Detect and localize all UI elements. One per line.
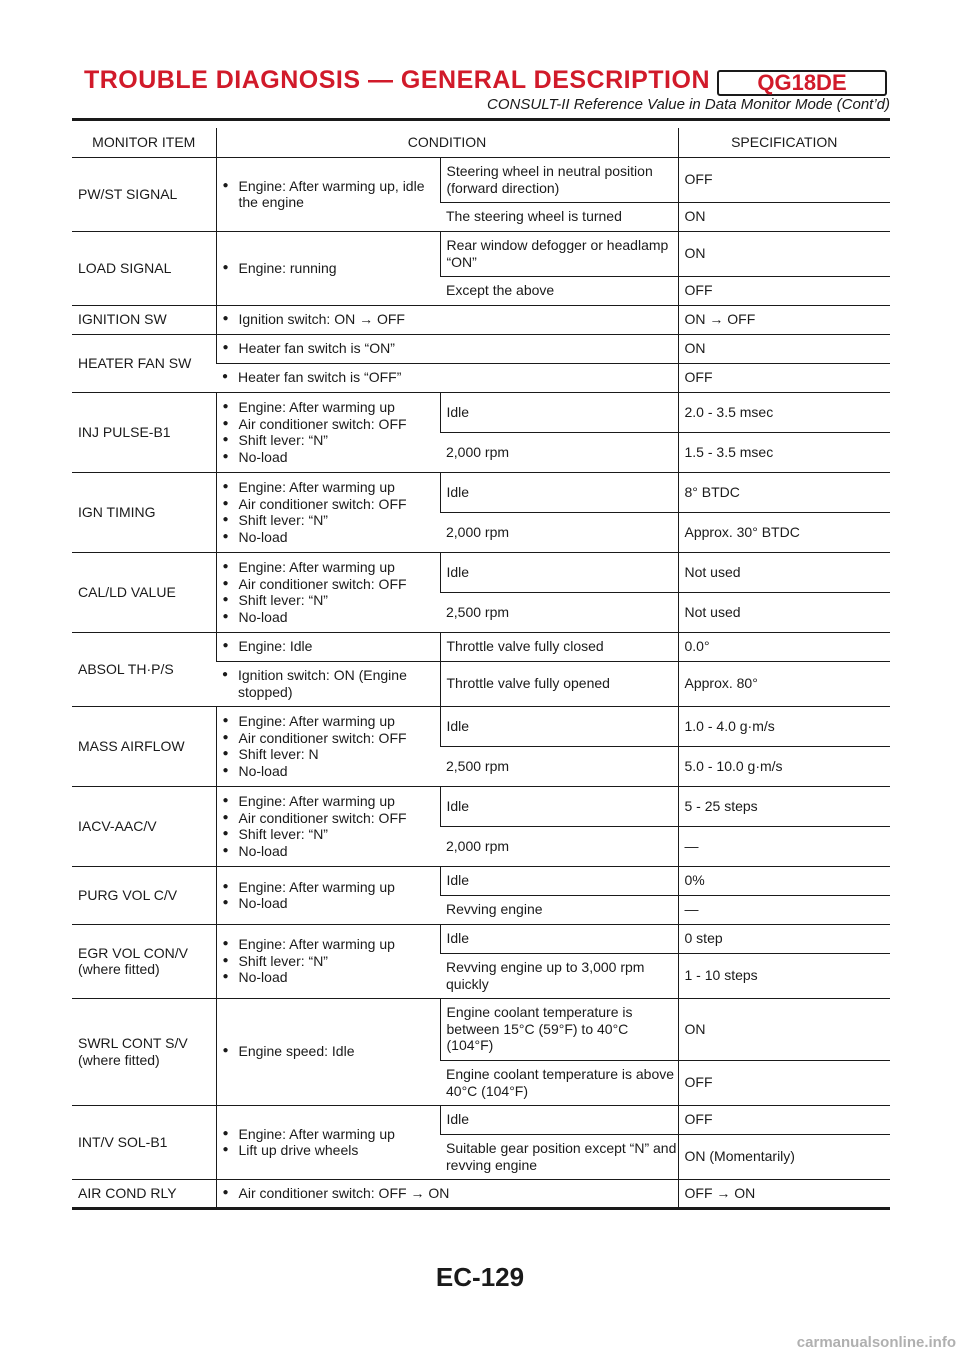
specification: ON (Momentarily) bbox=[678, 1134, 890, 1179]
table-row bbox=[72, 472, 890, 512]
condition-bullet: ● No-load bbox=[223, 449, 440, 466]
specification: OFF bbox=[678, 157, 890, 202]
condition-bullet: ● Ignition switch: ON → OFF bbox=[223, 311, 678, 328]
condition-bullet: ● No-load bbox=[223, 843, 440, 860]
condition-bullet: ● Air conditioner switch: OFF bbox=[223, 576, 440, 593]
condition-bullet: ● Engine: running bbox=[223, 260, 440, 277]
condition-bullet: ● Heater fan switch is “OFF” bbox=[222, 369, 678, 386]
specification: ON → OFF bbox=[678, 305, 890, 334]
sub-condition: Idle bbox=[440, 866, 678, 895]
page-number: EC-129 bbox=[435, 1262, 525, 1292]
condition-bullet: ● Engine: Idle bbox=[223, 638, 440, 655]
specification: 1.0 - 4.0 g·m/s bbox=[678, 706, 890, 746]
condition-bullets bbox=[216, 334, 678, 363]
condition-bullet: ● No-load bbox=[223, 895, 440, 912]
monitor-item: IACV-AAC/V bbox=[72, 786, 216, 866]
condition-bullets bbox=[216, 998, 440, 1105]
condition-bullet: ● Engine: After warming up bbox=[223, 793, 440, 810]
condition-bullets bbox=[216, 661, 440, 706]
condition-bullet: ● Air conditioner switch: OFF bbox=[223, 496, 440, 513]
sub-condition: Idle bbox=[440, 392, 678, 432]
monitor-item bbox=[72, 998, 216, 1105]
specification: OFF bbox=[678, 1105, 890, 1134]
sub-condition: Idle bbox=[440, 472, 678, 512]
monitor-item: MASS AIRFLOW bbox=[72, 706, 216, 786]
specification: 0.0° bbox=[678, 632, 890, 661]
header-rule bbox=[72, 118, 890, 121]
condition-bullets bbox=[216, 866, 440, 924]
sub-condition: Rear window defogger or headlamp “ON” bbox=[440, 231, 678, 276]
specification: OFF bbox=[678, 276, 890, 305]
specification: Not used bbox=[678, 552, 890, 592]
condition-bullets bbox=[216, 924, 440, 998]
monitor-item-name: SWRL CONT S/V bbox=[78, 1035, 188, 1051]
condition-bullet: ● No-load bbox=[223, 763, 440, 780]
condition-bullets bbox=[216, 786, 440, 866]
reference-value-table bbox=[72, 128, 890, 1210]
specification: — bbox=[678, 826, 890, 866]
condition-bullet: ● Engine: After warming up bbox=[223, 399, 440, 416]
column-header-monitor-item: MONITOR ITEM bbox=[92, 134, 196, 150]
condition-bullet: ● Air conditioner switch: OFF bbox=[223, 730, 440, 747]
monitor-item-name: EGR VOL CON/V bbox=[78, 944, 188, 961]
condition-bullets bbox=[216, 552, 440, 632]
page-header bbox=[0, 0, 960, 130]
monitor-item: CAL/LD VALUE bbox=[72, 552, 216, 632]
sub-condition: 2,000 rpm bbox=[440, 432, 678, 472]
condition-bullet: ● Ignition switch: ON (Engine stopped) bbox=[222, 667, 440, 700]
condition-bullet: ● Engine: After warming up bbox=[223, 559, 440, 576]
monitor-item: ABSOL TH·P/S bbox=[72, 632, 216, 706]
specification: 8° BTDC bbox=[678, 472, 890, 512]
condition-bullet: ● Engine: After warming up, idle the engine bbox=[223, 178, 440, 211]
table-header-row bbox=[72, 128, 890, 157]
condition-bullets bbox=[216, 157, 440, 231]
monitor-item-note: (where fitted) bbox=[78, 961, 160, 977]
condition-bullet: ● No-load bbox=[223, 969, 440, 986]
condition-bullets bbox=[216, 1179, 678, 1208]
condition-bullets bbox=[216, 1105, 440, 1179]
specification: ON bbox=[678, 202, 890, 231]
specification: 2.0 - 3.5 msec bbox=[678, 392, 890, 432]
condition-bullet: ● Engine speed: Idle bbox=[223, 1043, 440, 1060]
table-row bbox=[72, 1105, 890, 1134]
sub-condition: The steering wheel is turned bbox=[440, 202, 678, 231]
watermark: carmanualsonline.info bbox=[796, 1334, 956, 1351]
condition-bullet: ● Engine: After warming up bbox=[223, 879, 440, 896]
condition-bullet: ● Air conditioner switch: OFF → ON bbox=[223, 1185, 678, 1202]
sub-condition: Suitable gear position except “N” and revving engine bbox=[440, 1134, 678, 1179]
condition-bullet: ● Lift up drive wheels bbox=[223, 1142, 440, 1159]
specification: 5 - 25 steps bbox=[678, 786, 890, 826]
condition-bullet: ● Shift lever: N bbox=[223, 746, 440, 763]
table-row bbox=[72, 392, 890, 432]
engine-code-badge: QG18DE bbox=[717, 70, 887, 96]
sub-condition: 2,500 rpm bbox=[440, 746, 678, 786]
specification: — bbox=[678, 895, 890, 924]
condition-bullet: ● Engine: After warming up bbox=[223, 713, 440, 730]
monitor-item-note: (where fitted) bbox=[78, 1051, 160, 1068]
sub-condition: Engine coolant temperature is between 15°C (59°F) to 40°C (104°F) bbox=[440, 998, 678, 1060]
specification: OFF bbox=[678, 1060, 890, 1105]
specification: 0% bbox=[678, 866, 890, 895]
condition-bullets bbox=[216, 305, 678, 334]
sub-condition: Idle bbox=[440, 552, 678, 592]
condition-bullets bbox=[216, 632, 440, 661]
monitor-item: LOAD SIGNAL bbox=[72, 231, 216, 305]
table-row bbox=[72, 866, 890, 895]
sub-condition: Revving engine bbox=[440, 895, 678, 924]
table-row bbox=[72, 231, 890, 276]
condition-bullet: ● Engine: After warming up bbox=[223, 936, 440, 953]
specification: ON bbox=[678, 334, 890, 363]
monitor-item: AIR COND RLY bbox=[72, 1179, 216, 1208]
condition-bullet: ● Engine: After warming up bbox=[223, 479, 440, 496]
condition-bullet: ● Shift lever: “N” bbox=[223, 592, 440, 609]
monitor-item bbox=[72, 924, 216, 998]
specification: Approx. 30° BTDC bbox=[678, 512, 890, 552]
sub-condition: Except the above bbox=[440, 276, 678, 305]
sub-condition: 2,000 rpm bbox=[440, 826, 678, 866]
table-row bbox=[72, 552, 890, 592]
table-row bbox=[72, 998, 890, 1060]
condition-bullet: ● Air conditioner switch: OFF bbox=[223, 416, 440, 433]
sub-condition: 2,500 rpm bbox=[440, 592, 678, 632]
table-row bbox=[72, 305, 890, 334]
specification: Not used bbox=[678, 592, 890, 632]
sub-condition: Steering wheel in neutral position (forward direction) bbox=[440, 157, 678, 202]
condition-bullet: ● Shift lever: “N” bbox=[223, 432, 440, 449]
column-header-condition: CONDITION bbox=[216, 128, 678, 157]
page-title: TROUBLE DIAGNOSIS — GENERAL DESCRIPTION bbox=[83, 66, 710, 94]
monitor-item: INT/V SOL-B1 bbox=[72, 1105, 216, 1179]
sub-condition: Idle bbox=[440, 706, 678, 746]
sub-condition: Throttle valve fully closed bbox=[440, 632, 678, 661]
table-row bbox=[72, 1179, 890, 1208]
monitor-item: HEATER FAN SW bbox=[72, 334, 216, 392]
sub-condition: Idle bbox=[440, 1105, 678, 1134]
condition-bullet: ● Shift lever: “N” bbox=[223, 953, 440, 970]
table-row bbox=[72, 157, 890, 202]
page-subtitle: CONSULT-II Reference Value in Data Monitor Mode (Cont’d) bbox=[487, 96, 890, 113]
specification: 1 - 10 steps bbox=[678, 953, 890, 998]
condition-bullets bbox=[216, 363, 678, 392]
specification: ON bbox=[678, 231, 890, 276]
table-row bbox=[72, 924, 890, 953]
specification: OFF bbox=[678, 363, 890, 392]
condition-bullet: ● Shift lever: “N” bbox=[223, 826, 440, 843]
condition-bullets bbox=[216, 706, 440, 786]
monitor-item: PURG VOL C/V bbox=[72, 866, 216, 924]
column-header-specification: SPECIFICATION bbox=[678, 128, 890, 157]
sub-condition: Throttle valve fully opened bbox=[440, 661, 678, 706]
condition-bullet: ● Shift lever: “N” bbox=[223, 512, 440, 529]
sub-condition: 2,000 rpm bbox=[440, 512, 678, 552]
table-row bbox=[72, 706, 890, 746]
condition-bullet: ● Engine: After warming up bbox=[223, 1126, 440, 1143]
monitor-item: PW/ST SIGNAL bbox=[72, 157, 216, 231]
specification: Approx. 80° bbox=[678, 661, 890, 706]
table-row bbox=[72, 632, 890, 661]
sub-condition: Idle bbox=[440, 924, 678, 953]
condition-bullet: ● No-load bbox=[223, 609, 440, 626]
specification: OFF → ON bbox=[678, 1179, 890, 1208]
condition-bullets bbox=[216, 392, 440, 472]
specification: 0 step bbox=[678, 924, 890, 953]
condition-bullet: ● Air conditioner switch: OFF bbox=[223, 810, 440, 827]
monitor-item: INJ PULSE-B1 bbox=[72, 392, 216, 472]
specification: 1.5 - 3.5 msec bbox=[678, 432, 890, 472]
sub-condition: Revving engine up to 3,000 rpm quickly bbox=[440, 953, 678, 998]
specification: ON bbox=[678, 998, 890, 1060]
sub-condition: Idle bbox=[440, 786, 678, 826]
table-row bbox=[72, 786, 890, 826]
specification: 5.0 - 10.0 g·m/s bbox=[678, 746, 890, 786]
condition-bullet: ● No-load bbox=[223, 529, 440, 546]
sub-condition: Engine coolant temperature is above 40°C (104°F) bbox=[440, 1060, 678, 1105]
condition-bullet: ● Heater fan switch is “ON” bbox=[223, 340, 678, 357]
monitor-item: IGNITION SW bbox=[72, 305, 216, 334]
condition-bullets bbox=[216, 231, 440, 305]
condition-bullets bbox=[216, 472, 440, 552]
monitor-item: IGN TIMING bbox=[72, 472, 216, 552]
table-row bbox=[72, 334, 890, 363]
